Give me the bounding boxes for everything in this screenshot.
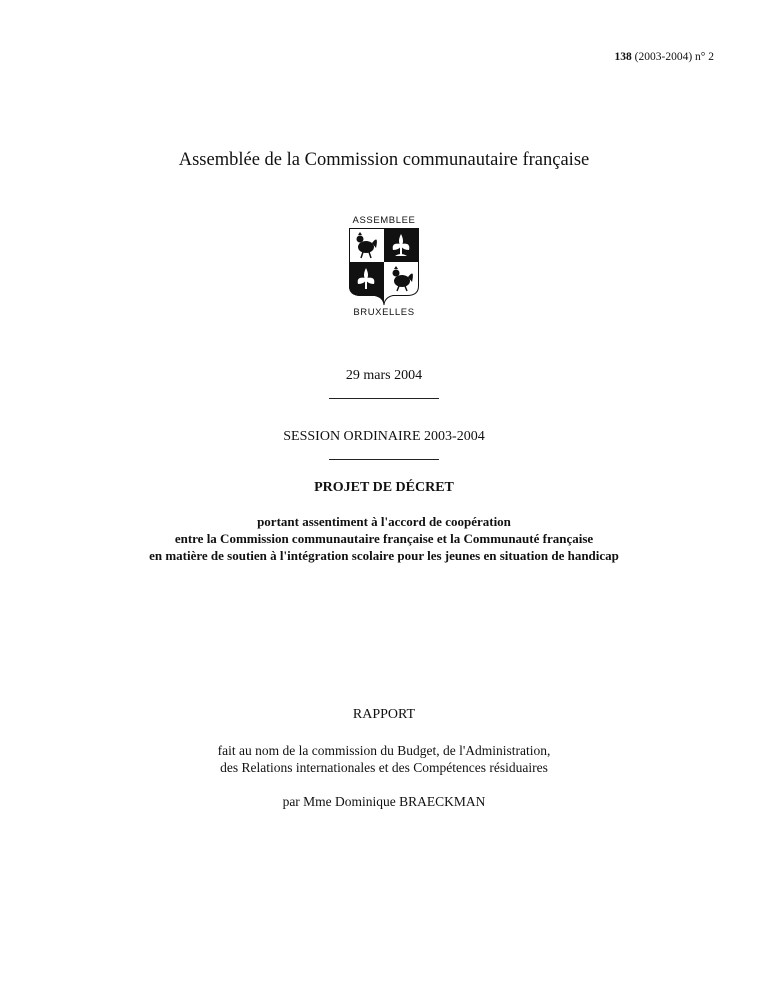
assembly-logo <box>344 215 424 319</box>
session-label: SESSION ORDINAIRE 2003-2004 <box>283 429 485 444</box>
divider <box>329 398 439 399</box>
reference-number: 138 <box>614 51 632 63</box>
coat-of-arms-icon <box>349 228 419 306</box>
subtitle-line: portant assentiment à l'accord de coopération <box>257 514 511 529</box>
document-subtitle <box>0 513 768 564</box>
document-date: 29 mars 2004 <box>345 368 423 383</box>
reference-session-number: (2003-2004) n° 2 <box>631 51 714 63</box>
report-title: RAPPORT <box>352 707 416 722</box>
logo-bottom-text: BRUXELLES <box>353 307 415 318</box>
commission-line: des Relations internationales et des Compétences résiduaires <box>220 760 548 775</box>
divider <box>329 459 439 460</box>
logo-top-text: ASSEMBLEE <box>352 215 416 226</box>
subtitle-line: en matière de soutien à l'intégration scolaire pour les jeunes en situation de handicap <box>149 548 619 563</box>
assembly-title: Assemblée de la Commission communautaire française <box>178 150 590 170</box>
subtitle-line: entre la Commission communautaire française et la Communauté française <box>174 531 594 546</box>
commission-line: fait au nom de la commission du Budget, de l'Administration, <box>217 743 551 758</box>
document-reference <box>615 51 714 63</box>
document-type: PROJET DE DÉCRET <box>314 480 454 495</box>
report-author: par Mme Dominique BRAECKMAN <box>282 794 486 809</box>
commission-description <box>0 742 768 776</box>
